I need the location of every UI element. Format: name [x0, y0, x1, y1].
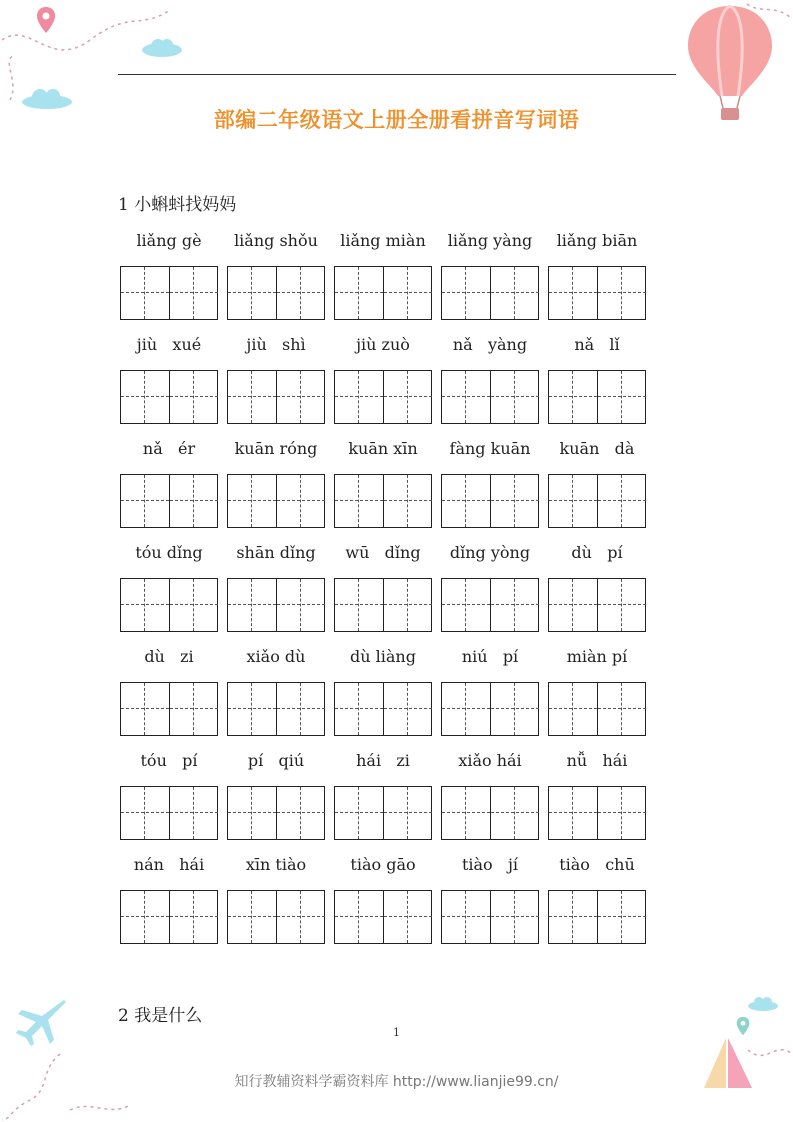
pinyin-label: pí qiú	[247, 751, 305, 770]
box-guide-horizontal	[598, 916, 646, 917]
box-guide-horizontal	[598, 812, 646, 813]
box-guide-horizontal	[442, 396, 490, 397]
box-guide-vertical	[144, 683, 145, 735]
box-guide-vertical	[572, 683, 573, 735]
character-writing-box[interactable]	[597, 891, 645, 943]
cloud-icon	[140, 36, 184, 58]
pinyin-label: dù zi	[144, 647, 194, 666]
pinyin-label: xīn tiào	[245, 855, 307, 874]
box-guide-vertical	[621, 579, 622, 631]
box-guide-vertical	[144, 371, 145, 423]
box-guide-horizontal	[170, 708, 218, 709]
box-guide-horizontal	[549, 812, 597, 813]
box-guide-vertical	[572, 891, 573, 943]
box-guide-vertical	[251, 683, 252, 735]
pinyin-label: kuān róng	[234, 439, 318, 458]
character-writing-box[interactable]	[228, 891, 276, 943]
box-guide-horizontal	[277, 708, 325, 709]
character-box-pair[interactable]	[334, 682, 432, 736]
map-pin-icon	[36, 6, 56, 34]
box-guide-vertical	[572, 579, 573, 631]
box-guide-horizontal	[549, 292, 597, 293]
character-box-pair[interactable]	[227, 474, 325, 528]
box-guide-horizontal	[491, 916, 539, 917]
box-guide-vertical	[407, 683, 408, 735]
character-writing-box[interactable]	[549, 267, 597, 319]
character-writing-box[interactable]	[335, 787, 383, 839]
box-guide-horizontal	[277, 292, 325, 293]
box-guide-vertical	[407, 267, 408, 319]
character-writing-box[interactable]	[276, 891, 324, 943]
character-writing-box[interactable]	[335, 683, 383, 735]
character-writing-box[interactable]	[169, 891, 217, 943]
box-guide-vertical	[621, 371, 622, 423]
box-guide-vertical	[144, 787, 145, 839]
box-guide-vertical	[358, 371, 359, 423]
character-writing-box[interactable]	[442, 371, 490, 423]
character-writing-box[interactable]	[335, 891, 383, 943]
pinyin-label: xiǎo hái	[458, 751, 522, 770]
box-guide-horizontal	[170, 812, 218, 813]
box-guide-vertical	[144, 579, 145, 631]
dotted-trail-top-right	[745, 0, 793, 30]
character-box-pair[interactable]	[227, 578, 325, 632]
pinyin-label: fàng kuān	[449, 439, 531, 458]
box-guide-horizontal	[491, 708, 539, 709]
pinyin-label: jiù shì	[246, 335, 306, 354]
box-guide-horizontal	[384, 292, 432, 293]
box-guide-horizontal	[170, 604, 218, 605]
box-guide-horizontal	[549, 916, 597, 917]
box-guide-vertical	[572, 371, 573, 423]
box-guide-vertical	[514, 267, 515, 319]
character-writing-box[interactable]	[335, 475, 383, 527]
character-writing-box[interactable]	[490, 371, 538, 423]
character-writing-box[interactable]	[490, 787, 538, 839]
box-guide-horizontal	[121, 396, 169, 397]
character-writing-box[interactable]	[383, 891, 431, 943]
box-guide-vertical	[514, 683, 515, 735]
character-writing-box[interactable]	[597, 267, 645, 319]
character-writing-box[interactable]	[597, 787, 645, 839]
box-guide-horizontal	[491, 292, 539, 293]
box-guide-vertical	[621, 683, 622, 735]
box-guide-horizontal	[598, 292, 646, 293]
box-guide-vertical	[358, 475, 359, 527]
box-guide-vertical	[407, 787, 408, 839]
box-guide-vertical	[621, 267, 622, 319]
box-guide-vertical	[193, 787, 194, 839]
character-writing-box[interactable]	[597, 579, 645, 631]
character-writing-box[interactable]	[228, 475, 276, 527]
box-guide-horizontal	[277, 916, 325, 917]
box-guide-horizontal	[598, 396, 646, 397]
character-writing-box[interactable]	[383, 371, 431, 423]
character-writing-box[interactable]	[549, 475, 597, 527]
character-box-pair[interactable]	[120, 266, 218, 320]
character-writing-box[interactable]	[121, 475, 169, 527]
box-guide-horizontal	[228, 292, 276, 293]
character-box-pair[interactable]	[548, 266, 646, 320]
box-guide-horizontal	[228, 396, 276, 397]
box-guide-vertical	[514, 371, 515, 423]
box-guide-horizontal	[277, 812, 325, 813]
pinyin-label: kuān dà	[559, 439, 635, 458]
character-writing-box[interactable]	[335, 579, 383, 631]
box-guide-horizontal	[170, 396, 218, 397]
box-guide-horizontal	[384, 708, 432, 709]
character-box-pair[interactable]	[548, 890, 646, 944]
pinyin-label: nǎ ér	[142, 439, 196, 458]
pinyin-label: nǚ hái	[566, 751, 628, 770]
box-guide-horizontal	[442, 708, 490, 709]
box-guide-horizontal	[121, 292, 169, 293]
box-guide-horizontal	[121, 812, 169, 813]
character-box-pair[interactable]	[441, 682, 539, 736]
character-writing-box[interactable]	[383, 579, 431, 631]
character-writing-box[interactable]	[121, 267, 169, 319]
box-guide-horizontal	[170, 292, 218, 293]
box-guide-vertical	[358, 683, 359, 735]
box-guide-vertical	[621, 787, 622, 839]
box-guide-horizontal	[491, 396, 539, 397]
box-guide-horizontal	[335, 708, 383, 709]
box-guide-vertical	[251, 475, 252, 527]
box-guide-vertical	[251, 787, 252, 839]
character-writing-box[interactable]	[169, 579, 217, 631]
box-guide-horizontal	[335, 396, 383, 397]
pinyin-label: dù pí	[571, 543, 623, 562]
character-writing-box[interactable]	[121, 579, 169, 631]
character-writing-box[interactable]	[276, 371, 324, 423]
character-box-pair[interactable]	[441, 370, 539, 424]
box-guide-horizontal	[384, 916, 432, 917]
character-writing-box[interactable]	[169, 787, 217, 839]
box-guide-vertical	[358, 787, 359, 839]
box-guide-vertical	[193, 371, 194, 423]
character-box-pair[interactable]	[334, 890, 432, 944]
box-guide-horizontal	[549, 604, 597, 605]
box-guide-horizontal	[442, 292, 490, 293]
box-guide-vertical	[465, 891, 466, 943]
box-guide-horizontal	[170, 916, 218, 917]
character-box-pair[interactable]	[227, 786, 325, 840]
character-writing-box[interactable]	[549, 891, 597, 943]
character-writing-box[interactable]	[228, 787, 276, 839]
box-guide-horizontal	[384, 500, 432, 501]
character-writing-box[interactable]	[383, 683, 431, 735]
character-box-pair[interactable]	[548, 370, 646, 424]
box-guide-vertical	[465, 475, 466, 527]
box-guide-horizontal	[335, 812, 383, 813]
character-box-pair[interactable]	[120, 786, 218, 840]
character-box-pair[interactable]	[120, 890, 218, 944]
box-guide-horizontal	[335, 916, 383, 917]
box-guide-horizontal	[170, 500, 218, 501]
character-writing-box[interactable]	[228, 683, 276, 735]
box-guide-horizontal	[491, 812, 539, 813]
box-guide-vertical	[251, 891, 252, 943]
box-guide-vertical	[144, 891, 145, 943]
box-guide-vertical	[300, 891, 301, 943]
pinyin-label: tiào gāo	[350, 855, 416, 874]
pinyin-label: liǎng miàn	[340, 231, 426, 250]
box-guide-horizontal	[121, 604, 169, 605]
character-box-pair[interactable]	[334, 266, 432, 320]
box-guide-vertical	[251, 267, 252, 319]
box-guide-horizontal	[442, 812, 490, 813]
box-guide-horizontal	[228, 500, 276, 501]
box-guide-vertical	[465, 683, 466, 735]
character-box-pair[interactable]	[334, 370, 432, 424]
pinyin-label: nǎ lǐ	[574, 335, 620, 354]
box-guide-horizontal	[335, 500, 383, 501]
character-writing-box[interactable]	[335, 371, 383, 423]
box-guide-vertical	[193, 683, 194, 735]
character-writing-box[interactable]	[490, 267, 538, 319]
character-writing-box[interactable]	[169, 475, 217, 527]
box-guide-vertical	[300, 787, 301, 839]
box-guide-vertical	[144, 475, 145, 527]
pinyin-label: niú pí	[461, 647, 519, 666]
pinyin-label: xiǎo dù	[246, 647, 306, 666]
box-guide-vertical	[465, 267, 466, 319]
character-writing-box[interactable]	[442, 891, 490, 943]
box-guide-vertical	[621, 475, 622, 527]
character-box-pair[interactable]	[120, 474, 218, 528]
box-guide-vertical	[193, 475, 194, 527]
pinyin-label: liǎng gè	[136, 231, 202, 250]
character-writing-box[interactable]	[335, 267, 383, 319]
box-guide-horizontal	[549, 500, 597, 501]
character-writing-box[interactable]	[121, 371, 169, 423]
character-box-pair[interactable]	[548, 474, 646, 528]
box-guide-horizontal	[491, 500, 539, 501]
pinyin-label: liǎng biān	[556, 231, 638, 250]
box-guide-vertical	[514, 475, 515, 527]
box-guide-horizontal	[228, 916, 276, 917]
box-guide-horizontal	[228, 812, 276, 813]
character-writing-box[interactable]	[169, 267, 217, 319]
character-writing-box[interactable]	[276, 683, 324, 735]
box-guide-horizontal	[384, 604, 432, 605]
box-guide-horizontal	[442, 500, 490, 501]
character-writing-box[interactable]	[383, 787, 431, 839]
pinyin-label: wū dǐng	[345, 543, 421, 562]
header-rule	[118, 74, 676, 75]
box-guide-horizontal	[228, 604, 276, 605]
box-guide-horizontal	[121, 708, 169, 709]
box-guide-horizontal	[598, 500, 646, 501]
character-writing-box[interactable]	[276, 787, 324, 839]
pinyin-label: jiù zuò	[356, 335, 410, 354]
box-guide-horizontal	[121, 500, 169, 501]
box-guide-horizontal	[384, 812, 432, 813]
pinyin-label: kuān xīn	[348, 439, 418, 458]
box-guide-vertical	[193, 579, 194, 631]
character-writing-box[interactable]	[442, 787, 490, 839]
box-guide-vertical	[300, 267, 301, 319]
character-writing-box[interactable]	[442, 683, 490, 735]
character-writing-box[interactable]	[121, 891, 169, 943]
character-box-pair[interactable]	[120, 682, 218, 736]
character-box-pair[interactable]	[120, 370, 218, 424]
page-title: 部编二年级语文上册全册看拼音写词语	[213, 108, 580, 132]
pinyin-label: liǎng shǒu	[234, 231, 318, 250]
character-writing-box[interactable]	[228, 371, 276, 423]
character-writing-box[interactable]	[276, 579, 324, 631]
box-guide-vertical	[300, 579, 301, 631]
character-box-pair[interactable]	[548, 578, 646, 632]
pinyin-label: nǎ yàng	[452, 335, 528, 354]
footer-source-text: 知行教辅资料学霸资料库 http://www.lianjie99.cn/	[234, 1074, 559, 1090]
character-box-pair[interactable]	[334, 474, 432, 528]
box-guide-vertical	[300, 371, 301, 423]
box-guide-vertical	[407, 371, 408, 423]
cloud-icon	[746, 994, 780, 1012]
box-guide-vertical	[251, 371, 252, 423]
box-guide-vertical	[407, 579, 408, 631]
box-guide-vertical	[465, 787, 466, 839]
character-box-pair[interactable]	[548, 786, 646, 840]
box-guide-vertical	[514, 579, 515, 631]
box-guide-horizontal	[549, 708, 597, 709]
box-guide-vertical	[300, 683, 301, 735]
character-box-pair[interactable]	[548, 682, 646, 736]
pinyin-label: tiào jí	[461, 855, 519, 874]
box-guide-horizontal	[277, 396, 325, 397]
box-guide-horizontal	[121, 916, 169, 917]
character-writing-box[interactable]	[549, 683, 597, 735]
box-guide-vertical	[572, 475, 573, 527]
character-box-pair[interactable]	[334, 578, 432, 632]
box-guide-horizontal	[442, 916, 490, 917]
box-guide-vertical	[465, 371, 466, 423]
character-writing-box[interactable]	[121, 787, 169, 839]
box-guide-vertical	[465, 579, 466, 631]
character-box-pair[interactable]	[441, 890, 539, 944]
character-writing-box[interactable]	[490, 891, 538, 943]
character-writing-box[interactable]	[121, 683, 169, 735]
character-box-pair[interactable]	[441, 578, 539, 632]
pinyin-label: tóu pí	[140, 751, 198, 770]
box-guide-vertical	[193, 267, 194, 319]
character-writing-box[interactable]	[442, 475, 490, 527]
character-box-pair[interactable]	[441, 786, 539, 840]
pinyin-label: dù liàng	[350, 647, 416, 666]
character-writing-box[interactable]	[442, 579, 490, 631]
character-writing-box[interactable]	[549, 579, 597, 631]
pinyin-label: liǎng yàng	[447, 231, 533, 250]
character-writing-box[interactable]	[169, 683, 217, 735]
character-box-pair[interactable]	[227, 682, 325, 736]
section-heading-2: 2 我是什么	[118, 1006, 203, 1026]
box-guide-vertical	[407, 475, 408, 527]
box-guide-horizontal	[277, 500, 325, 501]
box-guide-horizontal	[598, 604, 646, 605]
box-guide-vertical	[251, 579, 252, 631]
box-guide-vertical	[358, 579, 359, 631]
box-guide-vertical	[300, 475, 301, 527]
character-writing-box[interactable]	[597, 683, 645, 735]
character-box-pair[interactable]	[441, 266, 539, 320]
box-guide-vertical	[358, 267, 359, 319]
box-guide-horizontal	[384, 396, 432, 397]
section-heading-1: 1 小蝌蚪找妈妈	[118, 195, 237, 215]
box-guide-vertical	[193, 891, 194, 943]
pinyin-label: nán hái	[133, 855, 205, 874]
pinyin-label: tiào chū	[559, 855, 635, 874]
box-guide-horizontal	[335, 292, 383, 293]
character-writing-box[interactable]	[549, 371, 597, 423]
box-guide-horizontal	[228, 708, 276, 709]
character-box-pair[interactable]	[334, 786, 432, 840]
box-guide-horizontal	[442, 604, 490, 605]
pinyin-label: jiù xué	[136, 335, 202, 354]
box-guide-horizontal	[335, 604, 383, 605]
box-guide-vertical	[514, 787, 515, 839]
character-writing-box[interactable]	[383, 475, 431, 527]
character-writing-box[interactable]	[228, 267, 276, 319]
box-guide-horizontal	[549, 396, 597, 397]
pinyin-label: dǐng yòng	[449, 543, 531, 562]
character-writing-box[interactable]	[597, 371, 645, 423]
box-guide-vertical	[358, 891, 359, 943]
box-guide-horizontal	[598, 708, 646, 709]
character-box-pair[interactable]	[227, 266, 325, 320]
box-guide-vertical	[407, 891, 408, 943]
character-writing-box[interactable]	[549, 787, 597, 839]
character-writing-box[interactable]	[383, 267, 431, 319]
character-writing-box[interactable]	[490, 579, 538, 631]
box-guide-vertical	[572, 267, 573, 319]
pinyin-label: shān dǐng	[236, 543, 316, 562]
character-box-pair[interactable]	[227, 890, 325, 944]
character-writing-box[interactable]	[490, 475, 538, 527]
character-writing-box[interactable]	[276, 475, 324, 527]
character-box-pair[interactable]	[441, 474, 539, 528]
character-writing-box[interactable]	[442, 267, 490, 319]
character-box-pair[interactable]	[120, 578, 218, 632]
box-guide-vertical	[144, 267, 145, 319]
pinyin-label: miàn pí	[566, 647, 628, 666]
pinyin-label: tóu dǐng	[135, 543, 203, 562]
character-writing-box[interactable]	[228, 579, 276, 631]
character-writing-box[interactable]	[169, 371, 217, 423]
box-guide-horizontal	[491, 604, 539, 605]
pinyin-label: hái zi	[356, 751, 410, 770]
character-writing-box[interactable]	[490, 683, 538, 735]
box-guide-vertical	[621, 891, 622, 943]
box-guide-horizontal	[277, 604, 325, 605]
character-writing-box[interactable]	[597, 475, 645, 527]
character-box-pair[interactable]	[227, 370, 325, 424]
page-number: 1	[393, 1026, 400, 1039]
character-writing-box[interactable]	[276, 267, 324, 319]
box-guide-vertical	[572, 787, 573, 839]
box-guide-vertical	[514, 891, 515, 943]
